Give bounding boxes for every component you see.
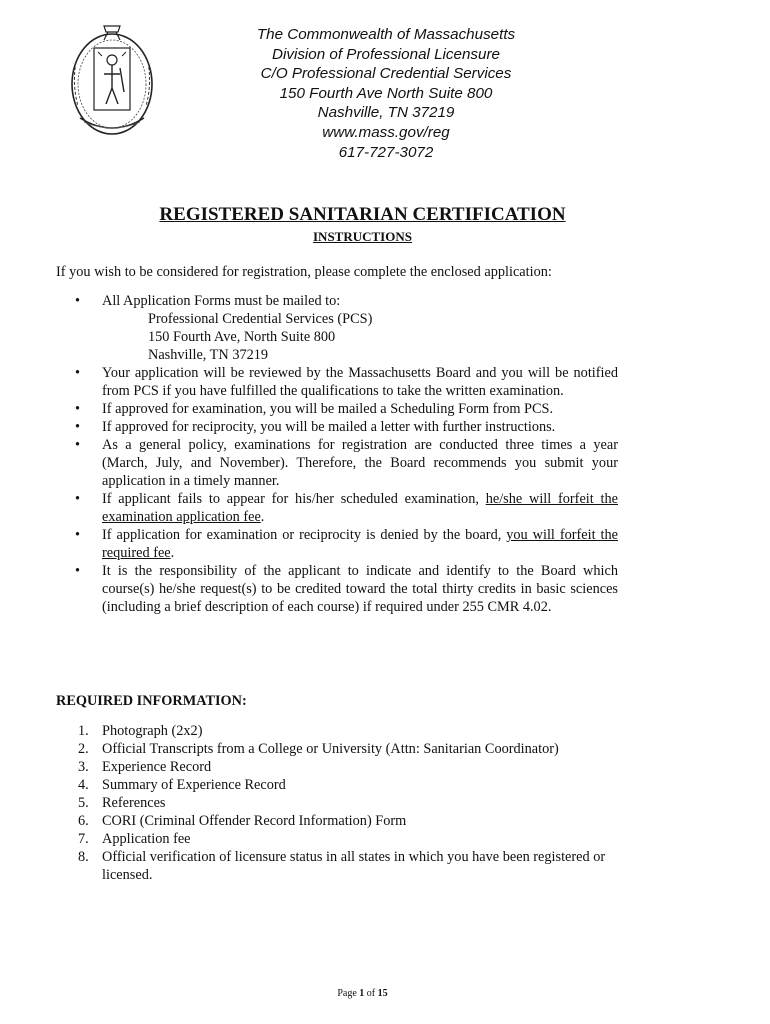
list-item-schedule bbox=[56, 436, 618, 490]
letterhead-website: www.mass.gov/reg bbox=[322, 123, 450, 141]
page-number: 1 bbox=[359, 988, 365, 999]
list-item-mail bbox=[56, 292, 618, 310]
bullet-icon: • bbox=[75, 491, 81, 507]
letterhead-phone: 617-727-3072 bbox=[338, 143, 434, 161]
item-number: 1. bbox=[78, 723, 89, 739]
letterhead bbox=[200, 25, 572, 162]
document-title: REGISTERED SANITARIAN CERTIFICATION bbox=[159, 204, 566, 225]
item-number: 7. bbox=[78, 831, 89, 847]
page-word: Page bbox=[337, 988, 357, 999]
massachusetts-seal bbox=[64, 22, 160, 140]
bullet-icon: • bbox=[75, 527, 81, 543]
list-item bbox=[56, 848, 636, 884]
forfeit-exam-underlined: he/she will forfeit the examination application fee bbox=[102, 491, 618, 525]
list-item bbox=[56, 740, 636, 758]
item-number: 2. bbox=[78, 741, 89, 757]
bullet-icon: • bbox=[75, 365, 81, 381]
of-word: of bbox=[366, 988, 376, 999]
bullet-icon: • bbox=[75, 293, 81, 309]
address-line: 150 Fourth Ave, North Suite 800 bbox=[148, 329, 336, 345]
address-line: Professional Credential Services (PCS) bbox=[148, 311, 373, 327]
item-text: Experience Record bbox=[102, 759, 212, 775]
mail-text: All Application Forms must be mailed to: bbox=[102, 293, 341, 309]
list-item bbox=[56, 812, 636, 830]
schedule-text: As a general policy, examinations for registration are conducted three times a year (March, July, and November). Therefore, the Board recommends you submit your application in a timely manner. bbox=[102, 437, 618, 489]
bullet-icon: • bbox=[75, 401, 81, 417]
forfeit-exam-text: If applicant fails to appear for his/her scheduled examination, bbox=[102, 491, 486, 507]
list-item-reciprocity bbox=[56, 418, 618, 436]
item-text: Official verification of licensure status in all states in which you have been registered or licensed. bbox=[102, 849, 606, 883]
required-info-list bbox=[56, 722, 636, 884]
item-text: Summary of Experience Record bbox=[102, 777, 286, 793]
address-line: Nashville, TN 37219 bbox=[148, 347, 269, 363]
list-item bbox=[56, 794, 636, 812]
list-item-review bbox=[56, 364, 618, 400]
bullet-icon: • bbox=[75, 437, 81, 453]
item-text: Application fee bbox=[102, 831, 191, 847]
item-number: 8. bbox=[78, 849, 89, 865]
list-item-exam-approved bbox=[56, 400, 618, 418]
list-item bbox=[56, 776, 636, 794]
letterhead-commonwealth: The Commonwealth of Massachusetts bbox=[256, 26, 516, 43]
bullet-icon: • bbox=[75, 563, 81, 579]
item-number: 6. bbox=[78, 813, 89, 829]
item-text: Official Transcripts from a College or University (Attn: Sanitarian Coordinator) bbox=[102, 741, 559, 757]
forfeit-exam-end: . bbox=[260, 509, 265, 525]
letterhead-city: Nashville, TN 37219 bbox=[317, 104, 455, 122]
intro-paragraph: If you wish to be considered for registration, please complete the enclosed application: bbox=[56, 264, 552, 280]
denied-text: If application for examination or reciprocity is denied by the board, bbox=[102, 527, 507, 543]
exam-approved-text: If approved for examination, you will be mailed a Scheduling Form from PCS. bbox=[102, 401, 554, 417]
list-item bbox=[56, 722, 636, 740]
item-number: 5. bbox=[78, 795, 89, 811]
list-item-forfeit-exam bbox=[56, 490, 618, 526]
mailing-address bbox=[56, 310, 618, 364]
list-item bbox=[56, 758, 636, 776]
credits-text: It is the responsibility of the applicant to indicate and identify to the Board which course(s) he/she request(s) to be credited toward the total thirty credits in basic sciences (including a brief description of each course) if required under 255 CMR 4.02. bbox=[102, 563, 618, 615]
letterhead-street: 150 Fourth Ave North Suite 800 bbox=[279, 84, 493, 102]
item-text: Photograph (2x2) bbox=[102, 723, 203, 739]
denied-end: . bbox=[170, 545, 175, 561]
denied-underlined: you will forfeit the required fee bbox=[102, 527, 618, 561]
page-total: 15 bbox=[377, 988, 388, 999]
item-number: 4. bbox=[78, 777, 89, 793]
letterhead-care-of: C/O Professional Credential Services bbox=[260, 65, 512, 83]
item-number: 3. bbox=[78, 759, 89, 775]
bullet-icon: • bbox=[75, 419, 81, 435]
list-item-credits bbox=[56, 562, 618, 616]
document-subtitle: INSTRUCTIONS bbox=[313, 229, 412, 244]
item-text: CORI (Criminal Offender Record Information) Form bbox=[102, 813, 407, 829]
item-text: References bbox=[102, 795, 166, 811]
list-item-denied bbox=[56, 526, 618, 562]
instructions-list bbox=[56, 292, 618, 616]
list-item bbox=[56, 830, 636, 848]
reciprocity-text: If approved for reciprocity, you will be mailed a letter with further instructions. bbox=[102, 419, 556, 435]
letterhead-division: Division of Professional Licensure bbox=[272, 45, 500, 63]
required-info-heading: REQUIRED INFORMATION: bbox=[56, 693, 247, 709]
page-footer bbox=[0, 988, 725, 999]
review-text: Your application will be reviewed by the Massachusetts Board and you will be notified from PCS if you have fulfilled the qualifications to take the written examination. bbox=[102, 365, 618, 399]
